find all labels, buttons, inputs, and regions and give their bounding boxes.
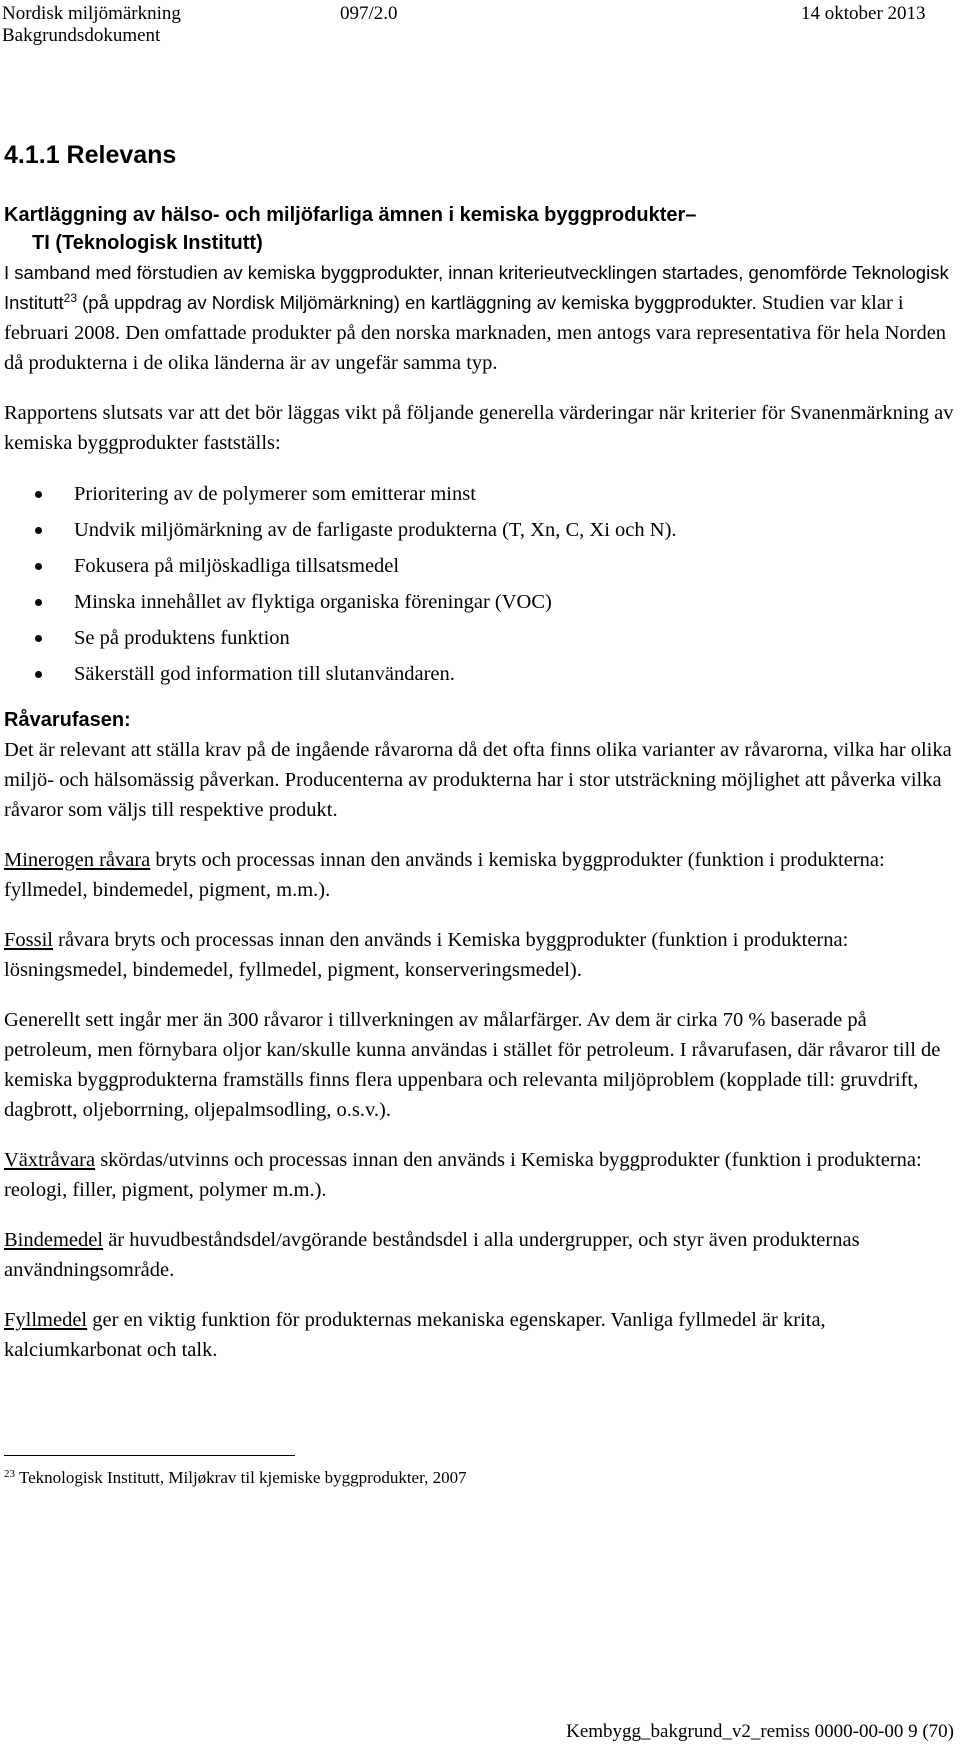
bullet-icon: [35, 563, 42, 570]
minerogen-term: Minerogen råvara: [4, 849, 151, 871]
main-content: [4, 137, 956, 1365]
header-org: Nordisk miljömärkning: [2, 3, 181, 24]
footer-filename: Kembygg_bakgrund_v2_remiss 0000-00-00: [566, 1721, 904, 1742]
header-doc-number: 097/2.0: [340, 3, 398, 24]
vaxt-paragraph: [4, 1145, 956, 1205]
footnote: [4, 1466, 467, 1490]
fyllmedel-paragraph: [4, 1305, 956, 1365]
intro-text-part1: I samband med förstudien av kemiska byggprodukter, innan kriterieutvecklingen startades, genomförde Teknologisk Institutt: [4, 262, 949, 313]
list-item: [4, 584, 956, 620]
list-item: [4, 512, 956, 548]
subheading-line2: TI (Teknologisk Institutt): [32, 232, 263, 254]
section-subheading: [4, 201, 956, 257]
vaxt-term: Växtråvara: [4, 1149, 96, 1171]
list-item-text: Se på produktens funktion: [74, 627, 290, 649]
list-item: [4, 656, 956, 692]
footnote-text: Teknologisk Institutt, Miljøkrav til kjemiske byggprodukter, 2007: [15, 1468, 467, 1487]
list-item-text: Fokusera på miljöskadliga tillsatsmedel: [74, 555, 400, 577]
general-paragraph: Generellt sett ingår mer än 300 råvaror i tillverkningen av målarfärger. Av dem är cirka 70 % baserade på petroleum, men förnybara oljor kan/skulle kunna användas i stället för petroleum. I råvarufasen, där råvaror till de kemiska byggprodukterna framställs finns flera uppenbara och relevanta miljöproblem (kopplade till: gruvdrift, dagbrott, oljeborrning, oljepalmsodling, o.s.v.).: [4, 1009, 941, 1121]
subheading-line1: Kartläggning av hälso- och miljöfarliga ämnen i kemiska byggprodukter–: [4, 204, 697, 226]
minerogen-paragraph: [4, 845, 956, 905]
list-item-text: Säkerställ god information till slutanvändaren.: [74, 663, 455, 685]
list-item: [4, 620, 956, 656]
bindemedel-paragraph: [4, 1225, 956, 1285]
minerogen-text: bryts och processas innan den används i kemiska byggprodukter (funktion i produkterna: fyllmedel, bindemedel, pigment, m.m.).: [4, 849, 885, 901]
recommendation-list: [4, 476, 956, 692]
bullet-icon: [35, 599, 42, 606]
bullet-icon: [35, 491, 42, 498]
section-heading: 4.1.1 Relevans: [4, 141, 177, 169]
footer-page-number: 9: [908, 1721, 918, 1742]
list-item: [4, 476, 956, 512]
footnote-separator: [4, 1455, 295, 1456]
list-item-text: Minska innehållet av flyktiga organiska föreningar (VOC): [74, 591, 552, 613]
bindemedel-term: Bindemedel: [4, 1229, 104, 1251]
fossil-paragraph: [4, 925, 956, 985]
intro-paragraph: [4, 258, 956, 378]
list-item-text: Undvik miljömärkning av de farligaste produkterna (T, Xn, C, Xi och N).: [74, 519, 677, 541]
bullet-icon: [35, 635, 42, 642]
fossil-text: råvara bryts och processas innan den används i Kemiska byggprodukter (funktion i produkterna: lösningsmedel, bindemedel, fyllmedel, pigment, konserveringsmedel).: [4, 929, 849, 981]
fossil-term: Fossil: [4, 929, 53, 951]
header-date: 14 oktober 2013: [801, 3, 926, 24]
fyllmedel-text: ger en viktig funktion för produkternas mekaniska egenskaper. Vanliga fyllmedel är krita, kalciumkarbonat och talk.: [4, 1309, 826, 1361]
footnote-ref: 23: [63, 291, 77, 305]
fyllmedel-term: Fyllmedel: [4, 1309, 88, 1331]
intro-text-part3: Studien var klar i februari 2008. Den omfattade produkter på den norska marknaden, men antogs vara representativa för hela Norden då produkterna i de olika länderna är av ungefär samma typ.: [4, 292, 947, 374]
page-footer: [566, 1720, 954, 1744]
footnote-number: 23: [4, 1468, 15, 1480]
bullet-icon: [35, 671, 42, 678]
bindemedel-text: är huvudbeståndsdel/avgörande beståndsdel i alla undergrupper, och styr även produkternas användningsområde.: [4, 1229, 860, 1281]
list-item: [4, 548, 956, 584]
raw-phase-heading: Råvarufasen:: [4, 709, 131, 731]
header-doc-type: Bakgrundsdokument: [2, 25, 161, 46]
list-item-text: Prioritering av de polymerer som emitterar minst: [74, 483, 476, 505]
conclusion-paragraph: Rapportens slutsats var att det bör läggas vikt på följande generella värderingar när kriterier för Svanenmärkning av kemiska byggprodukter fastställs:: [4, 402, 954, 454]
vaxt-text: skördas/utvinns och processas innan den används i Kemiska byggprodukter (funktion i produkterna: reologi, filler, pigment, polymer m.m.).: [4, 1149, 922, 1201]
intro-text-part2: (på uppdrag av Nordisk Miljömärkning) en kartläggning av kemiska byggprodukter.: [77, 292, 757, 313]
raw-phase-intro: Det är relevant att ställa krav på de ingående råvarorna då det ofta finns olika varianter av råvarorna, vilka har olika miljö- och hälsomässig påverkan. Producenterna av produkterna har i stor utsträckning möjlighet att påverka vilka råvaror som väljs till respektive produkt.: [4, 739, 952, 821]
bullet-icon: [35, 527, 42, 534]
footer-page-total: (70): [922, 1721, 954, 1742]
